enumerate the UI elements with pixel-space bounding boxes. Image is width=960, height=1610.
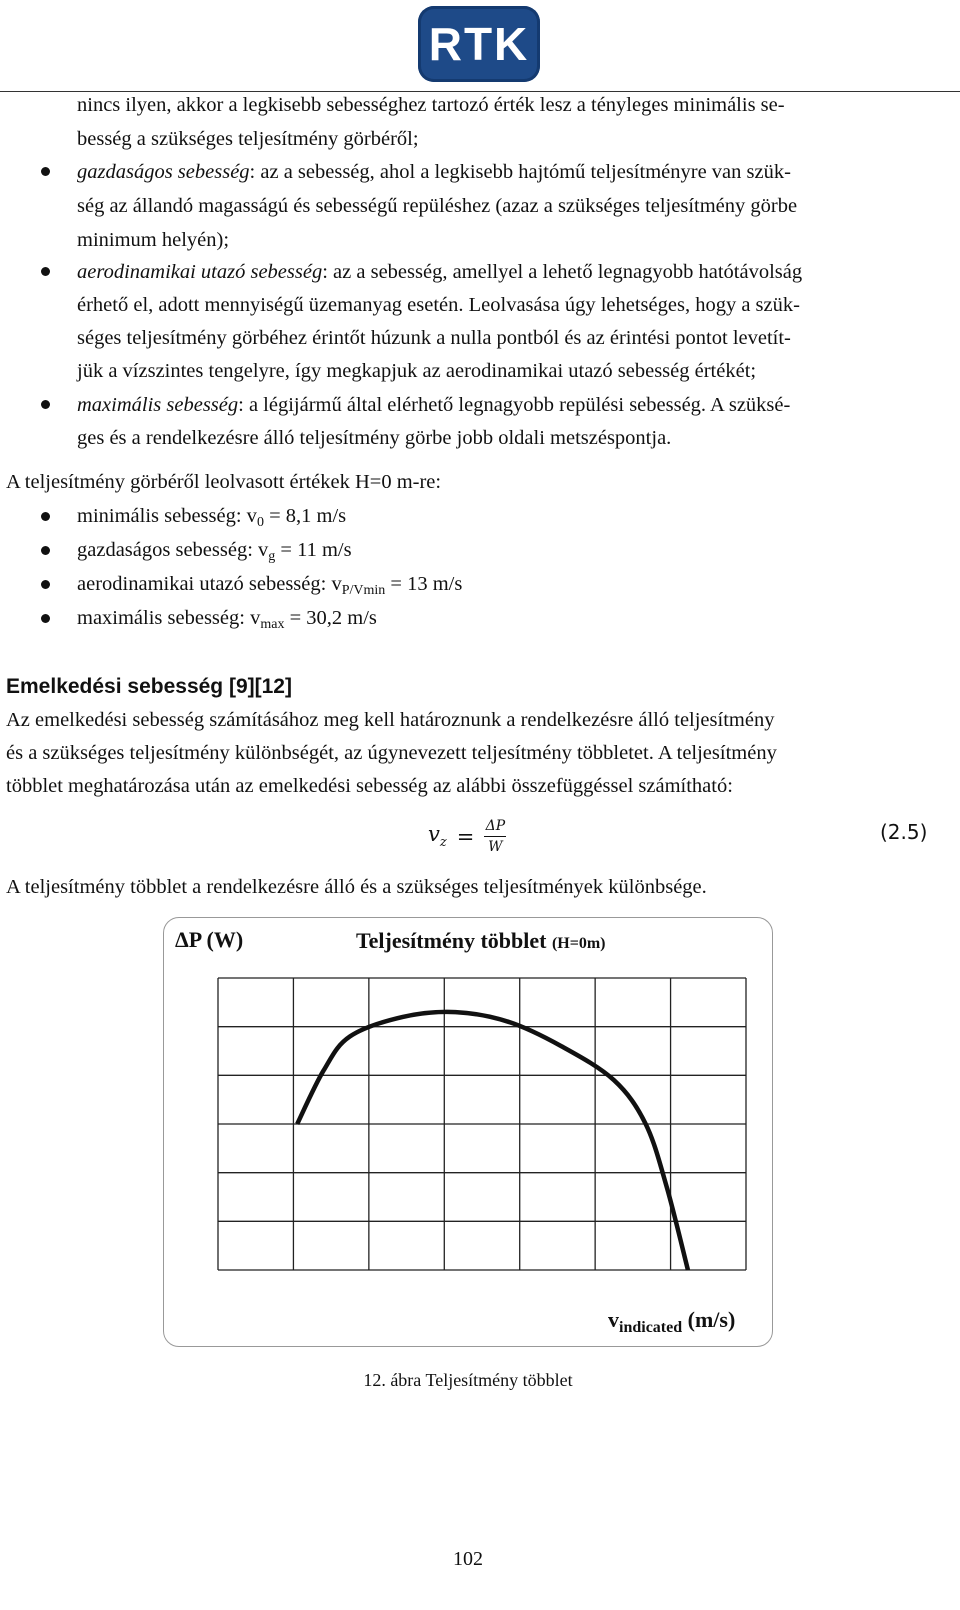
term: gazdaságos sebesség: [77, 161, 250, 183]
chart-xlabel: $v_{indicated}$ (m/s): [608, 1307, 736, 1336]
equation-number: (2.5): [880, 820, 928, 844]
text-line: ség az állandó magasságú és sebességű repüléshez (azaz a szükséges teljesítmény görbe: [77, 195, 798, 217]
series-line: [297, 1012, 688, 1270]
formula-equals: =: [456, 824, 475, 849]
page-number: 102: [453, 1548, 483, 1570]
value-label: maximális sebesség: v: [77, 607, 261, 629]
value-number: = 13 m/s: [385, 573, 463, 595]
logo-text: RTK: [428, 18, 530, 70]
term: maximális sebesség: [77, 394, 239, 416]
value-label: aerodinamikai utazó sebesség: v: [77, 573, 342, 595]
value-label: minimális sebesség: v: [77, 505, 257, 527]
text-line: érhető el, adott mennyiségű üzemanyag esetén. Leolvasása úgy lehetséges, hogy a szük-: [77, 294, 800, 316]
chart-ylabel: ΔP (W): [175, 927, 244, 952]
text-line: séges teljesítmény görbéhez érintőt húzunk a nulla pontból és az érintési pontot levetít-: [77, 327, 791, 349]
value-sub: g: [268, 549, 276, 564]
text-line: ges és a rendelkezésre álló teljesítmény görbe jobb oldali metszéspontja.: [77, 427, 672, 449]
term: aerodinamikai utazó sebesség: [77, 261, 323, 283]
formula-numerator: ΔP: [485, 818, 506, 834]
text-span: : az a sebesség, ahol a legkisebb hajtómű teljesítményre van szük-: [249, 161, 791, 183]
value-number: = 11 m/s: [275, 539, 352, 561]
value-number: = 8,1 m/s: [263, 505, 347, 527]
text-line: besség a szükséges teljesítmény görbéről;: [77, 128, 419, 150]
text-line: minimum helyén);: [77, 229, 230, 251]
value-sub: max: [260, 617, 285, 632]
formula-denominator: W: [488, 839, 503, 855]
text-line: többlet meghatározása után az emelkedési sebesség az alábbi összefüggéssel számítható:: [6, 775, 733, 797]
text-span: : a légijármű által elérhető legnagyobb repülési sebesség. A szüksé-: [238, 394, 791, 416]
text-line: Az emelkedési sebesség számításához meg kell határoznunk a rendelkezésre álló teljesítmény: [6, 709, 775, 731]
section-heading: Emelkedési sebesség [9][12]: [6, 675, 292, 698]
text-line: A teljesítmény többlet a rendelkezésre álló és a szükséges teljesítmények különbsége.: [6, 876, 707, 898]
value-sub: P/Vmin: [341, 583, 386, 598]
text-line: A teljesítmény görbéről leolvasott értékek H=0 m-re:: [6, 471, 442, 493]
formula-lhs: $v_z$: [428, 822, 447, 851]
text-line: jük a vízszintes tengelyre, így megkapjuk az aerodinamikai utazó sebesség értékét;: [77, 360, 757, 382]
text-line: nincs ilyen, akkor a legkisebb sebességhez tartozó érték lesz a tényleges minimális se-: [77, 94, 785, 116]
text-line: és a szükséges teljesítmény különbségét, az úgynevezett teljesítmény többletet. A teljesítmény: [6, 742, 777, 764]
chart-title: Teljesítmény többlet (H=0m): [356, 928, 606, 953]
text-span: : az a sebesség, amellyel a lehető legnagyobb hatótávolság: [322, 261, 803, 283]
value-sub: 0: [256, 515, 264, 530]
value-number: = 30,2 m/s: [284, 607, 377, 629]
figure-caption: 12. ábra Teljesítmény többlet: [363, 1370, 573, 1390]
value-label: gazdaságos sebesség: v: [77, 539, 269, 561]
